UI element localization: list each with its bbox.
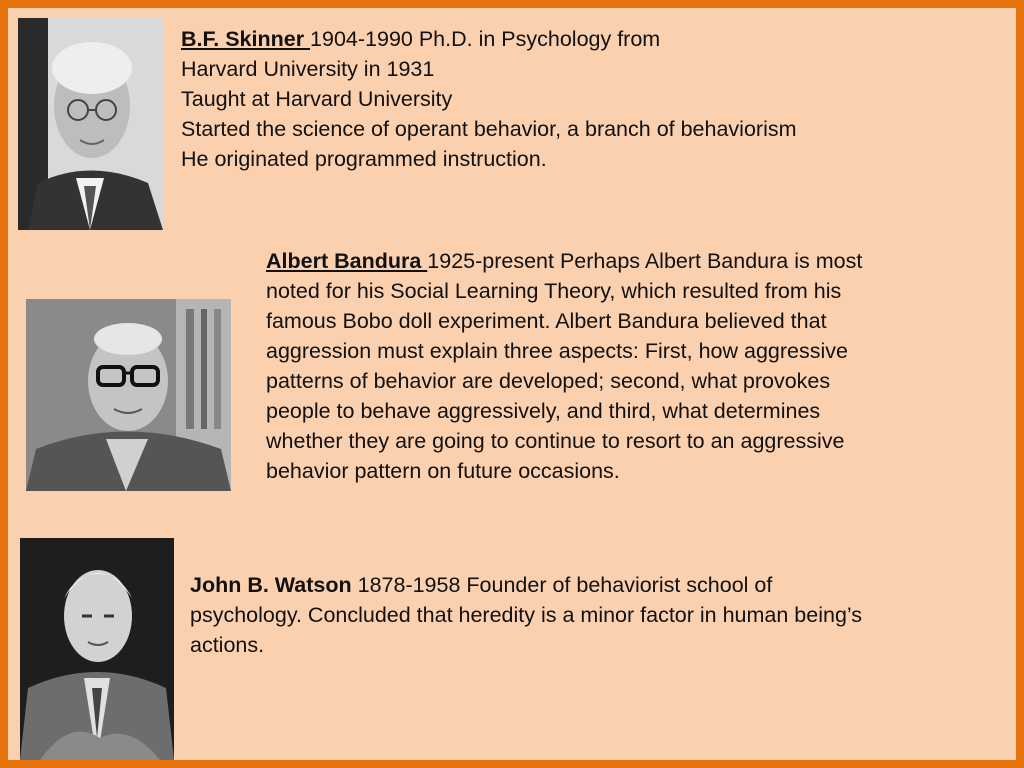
portrait-photo [18, 18, 163, 230]
watson-bio [190, 570, 862, 660]
bandura-bio-line-1: Albert Bandura 1925-present Perhaps Albert Bandura is most [266, 249, 863, 273]
bandura-bio-line-7: whether they are going to continue to resort to an aggressive [266, 429, 845, 453]
skinner-bio-line-5: He originated programmed instruction. [181, 147, 547, 171]
skinner-bio-line-4: Started the science of operant behavior, a branch of behaviorism [181, 117, 797, 141]
watson-bio-line-1: John B. Watson 1878-1958 Founder of behaviorist school of [190, 573, 773, 597]
bandura-portrait [26, 299, 231, 491]
skinner-name: B.F. Skinner [181, 27, 311, 51]
slide [8, 8, 1016, 760]
bandura-bio [266, 246, 862, 486]
bandura-bio-line-5: patterns of behavior are developed; second, what provokes [266, 369, 831, 393]
skinner-bio-line-3: Taught at Harvard University [181, 87, 453, 111]
watson-portrait [20, 538, 174, 760]
watson-bio-line-3: actions. [190, 633, 265, 657]
bandura-bio-line-6: people to behave aggressively, and third, what determines [266, 399, 821, 423]
bandura-name: Albert Bandura [266, 249, 428, 273]
bandura-bio-line-8: behavior pattern on future occasions. [266, 459, 620, 483]
watson-bio-line-2: psychology. Concluded that heredity is a minor factor in human being’s [190, 603, 863, 627]
skinner-bio-line-1: B.F. Skinner 1904-1990 Ph.D. in Psychology from [181, 27, 661, 51]
bandura-bio-line-3: famous Bobo doll experiment. Albert Bandura believed that [266, 309, 827, 333]
watson-name: John B. Watson [190, 573, 352, 597]
skinner-bio [181, 24, 797, 174]
skinner-portrait [18, 18, 163, 230]
bandura-bio-line-4: aggression must explain three aspects: First, how aggressive [266, 339, 848, 363]
portrait-photo [26, 299, 231, 491]
skinner-bio-line-2: Harvard University in 1931 [181, 57, 435, 81]
portrait-photo [20, 538, 174, 760]
bandura-bio-line-2: noted for his Social Learning Theory, which resulted from his [266, 279, 842, 303]
